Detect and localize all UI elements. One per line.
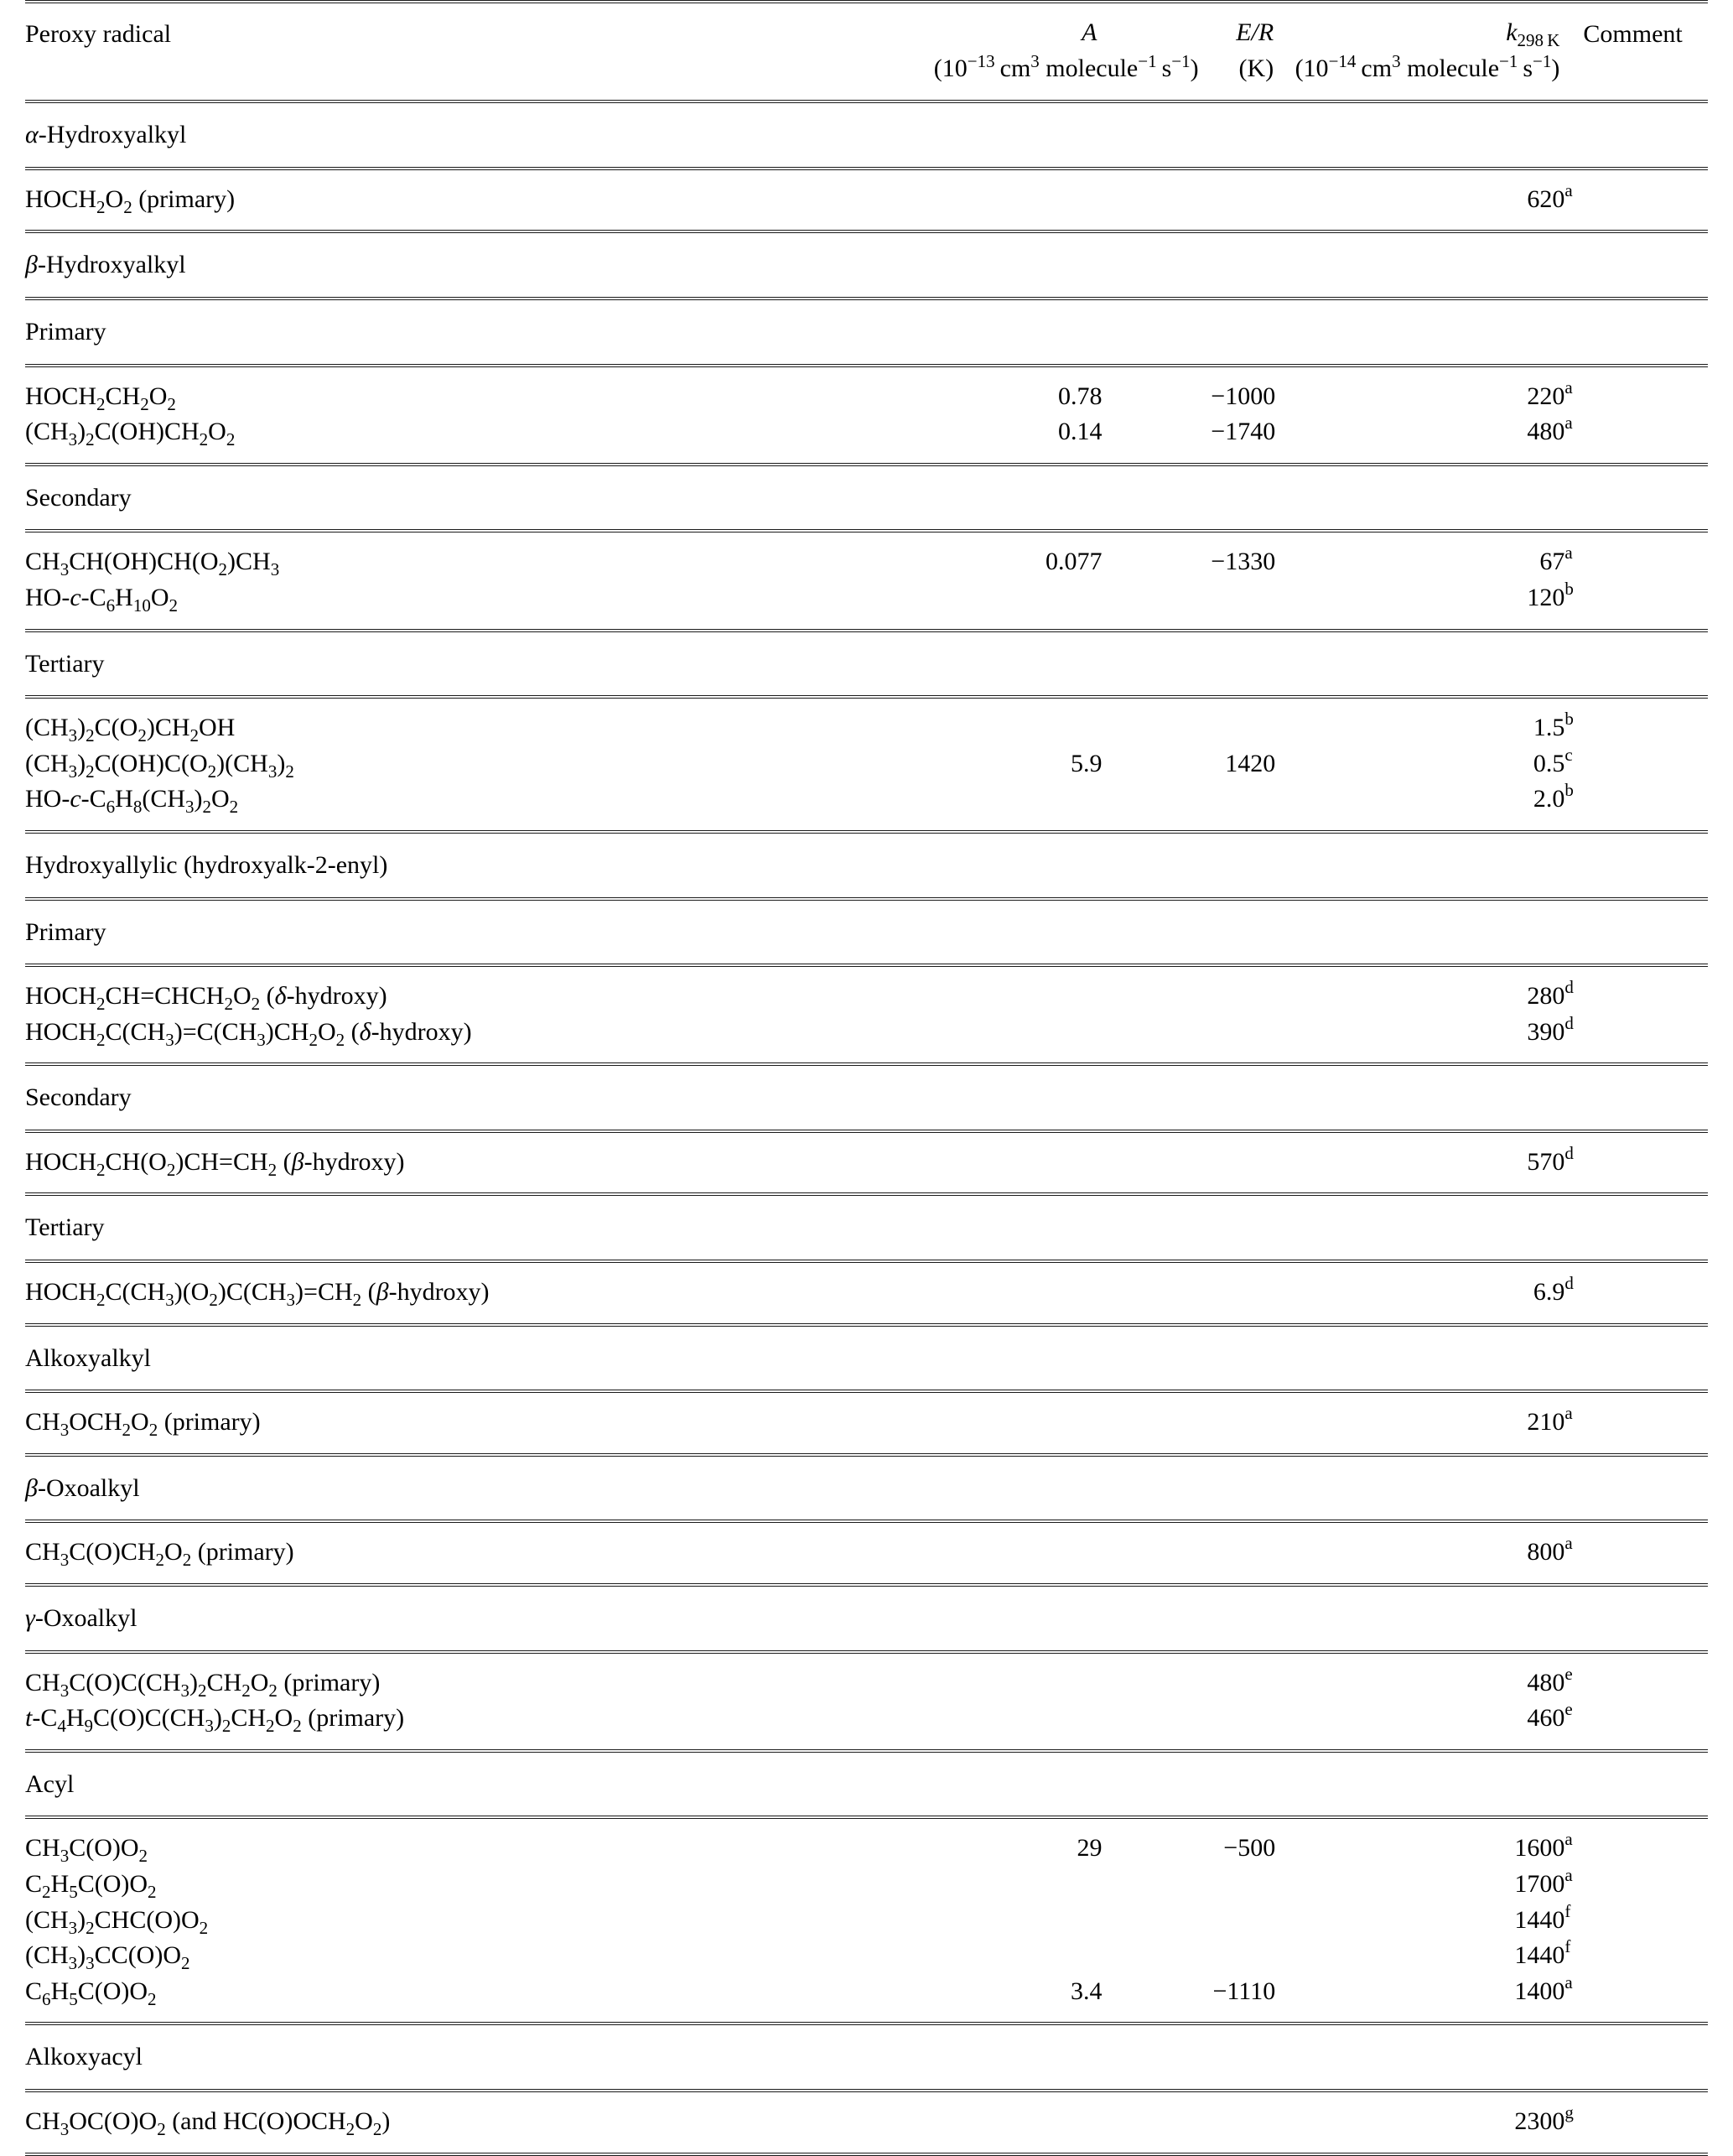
cell-er-value (1102, 2091, 1279, 2154)
cell-k-value: 1.5 (1533, 714, 1565, 742)
cell-a-value: 5.9 (1070, 749, 1103, 777)
table-header (25, 2, 1708, 101)
cell-a-value (934, 580, 1103, 631)
cell-comment: d (1564, 1261, 1708, 1325)
cell-species: $(CH_3)_2CHC(O)O_2$ (25, 1905, 209, 1938)
cell-a-value: 0.78 (1057, 382, 1103, 410)
cell-species: $CH_3OC(O)O_2$ (and $HC(O)OCH_2O_2$) (25, 2091, 934, 2154)
cell-er-value (1102, 1131, 1279, 1195)
column-header-species (25, 2, 934, 101)
column-header-comment (1564, 2, 1708, 101)
section-header-row (25, 1751, 1708, 1818)
cell-er-value (1102, 1652, 1279, 1701)
cell-a-value: 0.077 (1045, 548, 1103, 576)
cell-comment: f (1564, 1900, 1571, 1921)
cell-comment: b (1564, 782, 1708, 832)
subsection-header-label: Primary (25, 299, 1708, 366)
cell-species: $HOCH_2CH(O_2)CH=CH_2$ (β-hydroxy) (25, 1131, 934, 1195)
cell-a-value (934, 965, 1103, 1015)
column-header-a-units: ($10^{-13}$ $cm^3$ molecule$^{-1}$ $s^{-1}$) (933, 50, 1199, 82)
subsection-header-row (25, 1194, 1708, 1261)
cell-k-value: 2300 (1279, 2091, 1564, 2154)
section-header-label: β-Oxoalkyl (25, 1455, 1708, 1522)
cell-er-value (1102, 1015, 1279, 1065)
section-header-label: Alkoxyacyl (25, 2024, 1708, 2091)
section-header-label: Alkoxyalkyl (25, 1325, 1708, 1392)
cell-er-value: −1330 (1211, 548, 1276, 576)
table-row (25, 746, 1708, 782)
cell-comment: a (1564, 169, 1708, 232)
subsection-header-label: Secondary (25, 1064, 1708, 1131)
cell-species: $HOCH_2C(CH_3)=C(CH_3)CH_2O_2$ (δ-hydroxy) (25, 1015, 934, 1065)
table-row (25, 782, 1708, 832)
section-header-row (25, 832, 1708, 899)
table-row (25, 366, 1708, 415)
cell-comment: a (1564, 377, 1573, 397)
cell-comment: a (1564, 1521, 1708, 1585)
section-header-label: α-Hydroxyalkyl (25, 101, 1708, 169)
cell-species: $HO-c-C_6H_8(CH_3)_2O_2$ (25, 782, 934, 832)
table-row (25, 1903, 1708, 1939)
cell-a-value (934, 1391, 1103, 1455)
cell-k-value: 120 (1279, 580, 1564, 631)
cell-species: $t-C_4H_9C(O)C(CH_3)_2CH_2O_2$ (primary) (25, 1701, 934, 1751)
cell-er-value (1102, 580, 1279, 631)
cell-a-value (934, 1701, 1103, 1751)
subsection-header-label: Tertiary (25, 1194, 1708, 1261)
cell-species: $HOCH_2CH=CHCH_2O_2$ (δ-hydroxy) (25, 982, 387, 1015)
subsection-header-label: Tertiary (25, 631, 1708, 698)
cell-k-value: 480 (1527, 1668, 1565, 1696)
cell-k-value: 2.0 (1279, 782, 1564, 832)
subsection-header-row (25, 899, 1708, 966)
cell-k-value: 280 (1527, 982, 1565, 1010)
table-row (25, 1938, 1708, 1974)
table-row (25, 2091, 1708, 2154)
column-header-a (933, 2, 1199, 101)
cell-comment: a (1564, 1974, 1708, 2024)
cell-species: $(CH_3)_2C(O_2)CH_2OH$ (25, 714, 236, 746)
cell-er-value (1102, 1701, 1279, 1751)
cell-k-value: 1700 (1514, 1870, 1565, 1898)
cell-k-value: 620 (1279, 169, 1564, 232)
cell-k-value: 6.9 (1279, 1261, 1564, 1325)
column-header-a-symbol: A (1082, 18, 1097, 46)
table-row (25, 965, 1708, 1015)
subsection-header-row (25, 465, 1708, 532)
cell-er-value (1102, 1391, 1279, 1455)
cell-k-value: 480 (1279, 414, 1564, 465)
cell-comment: d (1564, 977, 1574, 998)
subsection-header-row (25, 631, 1708, 698)
cell-comment: d (1564, 1131, 1708, 1195)
subsection-header-label: Primary (25, 899, 1708, 966)
cell-species: $(CH_3)_2C(OH)CH_2O_2$ (25, 414, 934, 465)
cell-a-value (934, 697, 1103, 746)
table-row (25, 1521, 1708, 1585)
cell-a-value (934, 169, 1103, 232)
section-header-label: Acyl (25, 1751, 1708, 1818)
cell-er-value (1102, 697, 1279, 746)
cell-k-value: 1440 (1514, 1941, 1565, 1970)
cell-k-value: 390 (1279, 1015, 1564, 1065)
cell-species: $(CH_3)_2C(OH)C(O_2)(CH_3)_2$ (25, 749, 294, 782)
cell-k-value: 210 (1279, 1391, 1564, 1455)
column-header-comment-label: Comment (1583, 20, 1683, 48)
cell-k-value: 1600 (1514, 1834, 1565, 1862)
cell-species: $CH_3OCH_2O_2$ (primary) (25, 1391, 934, 1455)
cell-species: $(CH_3)_3CC(O)O_2$ (25, 1941, 190, 1974)
cell-a-value (934, 1652, 1103, 1701)
column-header-er-units: (K) (1238, 54, 1274, 82)
cell-a-value: 0.14 (934, 414, 1103, 465)
cell-species: $CH_3C(O)C(CH_3)_2CH_2O_2$ (primary) (25, 1668, 381, 1701)
cell-a-value (934, 1521, 1103, 1585)
subsection-header-row (25, 299, 1708, 366)
cell-a-value (934, 1938, 1103, 1974)
cell-comment: a (1564, 1829, 1573, 1850)
table-row (25, 1015, 1708, 1065)
table-row (25, 1974, 1708, 2024)
cell-er-value (1102, 1521, 1279, 1585)
cell-k-value: 220 (1527, 382, 1565, 410)
cell-species: $HOCH_2C(CH_3)(O_2)C(CH_3)=CH_2$ (β-hydroxy) (25, 1261, 934, 1325)
cell-comment: b (1564, 709, 1574, 730)
column-header-er-symbol: E/R (1236, 18, 1274, 46)
table-row (25, 580, 1708, 631)
cell-a-value (934, 1903, 1103, 1939)
table-row (25, 1391, 1708, 1455)
table-row (25, 1131, 1708, 1195)
cell-er-value (1102, 1867, 1279, 1903)
column-header-k-symbol: $k_{298 K}$ (1506, 18, 1560, 50)
table-row (25, 1652, 1708, 1701)
cell-a-value: 3.4 (934, 1974, 1103, 2024)
cell-k-value: 460 (1279, 1701, 1564, 1751)
cell-comment: a (1564, 414, 1708, 465)
cell-k-value: 800 (1279, 1521, 1564, 1585)
subsection-header-row (25, 1064, 1708, 1131)
cell-er-value (1102, 1261, 1279, 1325)
section-header-label: Hydroxyallylic (hydroxyalk-2-enyl) (25, 832, 1708, 899)
table-row (25, 697, 1708, 746)
cell-er-value (1102, 782, 1279, 832)
cell-comment: f (1564, 1936, 1571, 1957)
cell-comment: d (1564, 1015, 1708, 1065)
cell-er-value (1102, 1903, 1279, 1939)
cell-k-value: 570 (1279, 1131, 1564, 1195)
cell-species: $C_2H_5C(O)O_2$ (25, 1870, 157, 1902)
section-header-row (25, 1455, 1708, 1522)
section-header-row (25, 2024, 1708, 2091)
cell-k-value: 67 (1539, 548, 1565, 576)
cell-comment: b (1564, 580, 1708, 631)
table-row (25, 1701, 1708, 1751)
cell-species: $HOCH_2CH_2O_2$ (25, 382, 176, 414)
cell-a-value (934, 1015, 1103, 1065)
cell-comment: e (1564, 1701, 1708, 1751)
cell-species: $CH_3CH(OH)CH(O_2)CH_3$ (25, 548, 280, 580)
cell-er-value (1102, 169, 1279, 232)
table-row (25, 414, 1708, 465)
cell-er-value (1102, 965, 1279, 1015)
cell-comment: c (1564, 744, 1573, 765)
cell-k-value: 0.5 (1533, 749, 1565, 777)
cell-a-value (934, 1261, 1103, 1325)
cell-a-value (934, 1867, 1103, 1903)
section-header-row (25, 1325, 1708, 1392)
cell-a-value (934, 1131, 1103, 1195)
cell-a-value (934, 782, 1103, 832)
section-header-label: β-Hydroxyalkyl (25, 231, 1708, 299)
header-row (25, 2, 1708, 101)
cell-er-value: −1110 (1102, 1974, 1279, 2024)
cell-k-value: 1440 (1514, 1905, 1565, 1934)
table-row (25, 531, 1708, 580)
column-header-k (1279, 2, 1564, 101)
cell-species: $CH_3C(O)CH_2O_2$ (primary) (25, 1521, 934, 1585)
section-header-row (25, 101, 1708, 169)
table-row (25, 1867, 1708, 1903)
peroxy-radical-rate-table (25, 0, 1708, 2156)
table-body (25, 101, 1708, 2153)
table-row (25, 1817, 1708, 1867)
cell-a-value: 29 (1077, 1834, 1103, 1862)
cell-species: $HO-c-C_6H_{10}O_2$ (25, 580, 934, 631)
cell-species: $C_6H_5C(O)O_2$ (25, 1974, 934, 2024)
cell-comment: a (1564, 543, 1573, 564)
table-row (25, 1261, 1708, 1325)
column-header-k-units: ($10^{-14}$ $cm^3$ molecule$^{-1}$ $s^{-1}$) (1295, 50, 1560, 82)
cell-a-value (934, 2091, 1103, 2154)
cell-comment: a (1564, 1391, 1708, 1455)
cell-er-value: −1740 (1102, 414, 1279, 465)
cell-species: $HOCH_2O_2$ (primary) (25, 169, 934, 232)
cell-species: $CH_3C(O)O_2$ (25, 1834, 148, 1867)
cell-er-value (1102, 1938, 1279, 1974)
cell-er-value: −500 (1223, 1834, 1276, 1862)
subsection-header-label: Secondary (25, 465, 1708, 532)
column-header-species-label: Peroxy radical (25, 20, 172, 48)
cell-er-value: 1420 (1225, 749, 1276, 777)
section-header-label: γ-Oxoalkyl (25, 1585, 1708, 1652)
section-header-row (25, 1585, 1708, 1652)
cell-comment: g (1564, 2091, 1708, 2154)
cell-er-value: −1000 (1211, 382, 1276, 410)
cell-comment: e (1564, 1663, 1573, 1684)
table-row (25, 169, 1708, 232)
cell-k-value: 1400 (1279, 1974, 1564, 2024)
cell-comment: a (1564, 1865, 1573, 1885)
section-header-row (25, 231, 1708, 299)
